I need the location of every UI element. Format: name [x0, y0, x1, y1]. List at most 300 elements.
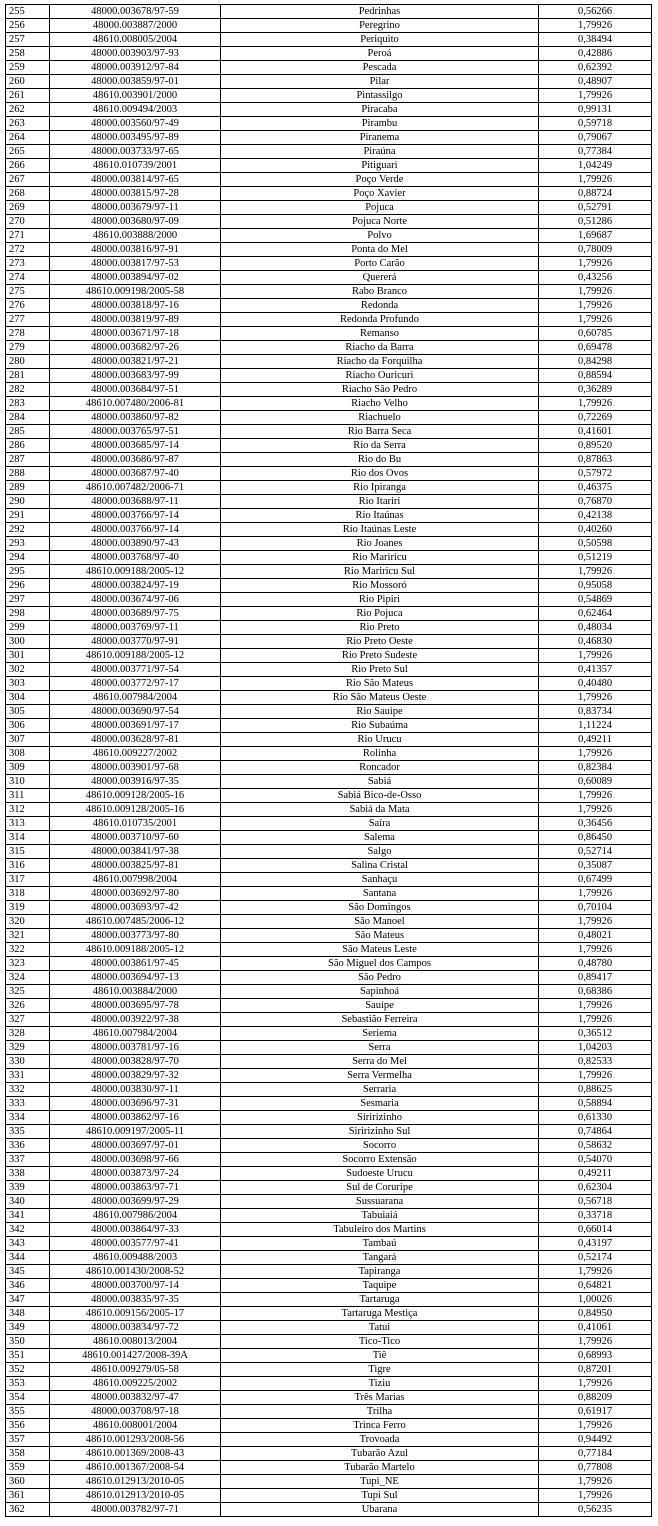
- process-number-cell: 48000.003860/97-82: [50, 411, 221, 425]
- row-number-cell: 259: [6, 61, 50, 75]
- row-number-cell: 296: [6, 579, 50, 593]
- field-name-cell: Serra do Mel: [221, 1055, 539, 1069]
- value-cell: 0,82384: [539, 761, 652, 775]
- field-name-cell: Trinca Ferro: [221, 1419, 539, 1433]
- table-row: [6, 1279, 652, 1293]
- process-number-cell: 48610.012913/2010-05: [50, 1475, 221, 1489]
- row-number-cell: 352: [6, 1363, 50, 1377]
- value-cell: 1,79926: [539, 173, 652, 187]
- value-cell: 1,79926: [539, 257, 652, 271]
- value-cell: 0,41357: [539, 663, 652, 677]
- table-row: [6, 397, 652, 411]
- process-number-cell: 48000.003862/97-16: [50, 1111, 221, 1125]
- field-name-cell: Tubarão Azul: [221, 1447, 539, 1461]
- value-cell: 1,79926: [539, 1377, 652, 1391]
- field-name-cell: Trovoada: [221, 1433, 539, 1447]
- value-cell: 1,79926: [539, 803, 652, 817]
- table-row: [6, 1083, 652, 1097]
- table-row: [6, 1125, 652, 1139]
- row-number-cell: 270: [6, 215, 50, 229]
- process-number-cell: 48000.003817/97-53: [50, 257, 221, 271]
- row-number-cell: 357: [6, 1433, 50, 1447]
- row-number-cell: 293: [6, 537, 50, 551]
- row-number-cell: 344: [6, 1251, 50, 1265]
- value-cell: 0,56235: [539, 1503, 652, 1517]
- field-name-cell: São Domingos: [221, 901, 539, 915]
- field-name-cell: Peroá: [221, 47, 539, 61]
- field-name-cell: Porto Carão: [221, 257, 539, 271]
- value-cell: 0,84298: [539, 355, 652, 369]
- field-name-cell: Rio Itaúnas Leste: [221, 523, 539, 537]
- field-name-cell: Tartaruga: [221, 1293, 539, 1307]
- field-name-cell: Socorro Extensão: [221, 1153, 539, 1167]
- field-name-cell: Três Marias: [221, 1391, 539, 1405]
- value-cell: 0,43256: [539, 271, 652, 285]
- value-cell: 1,79926: [539, 285, 652, 299]
- field-name-cell: Socorro: [221, 1139, 539, 1153]
- value-cell: 0,50598: [539, 537, 652, 551]
- row-number-cell: 256: [6, 19, 50, 33]
- field-name-cell: Salgo: [221, 845, 539, 859]
- process-number-cell: 48000.003825/97-81: [50, 859, 221, 873]
- table-row: [6, 173, 652, 187]
- value-cell: 1,69687: [539, 229, 652, 243]
- field-name-cell: Pescada: [221, 61, 539, 75]
- row-number-cell: 333: [6, 1097, 50, 1111]
- table-row: [6, 873, 652, 887]
- field-name-cell: Polvo: [221, 229, 539, 243]
- process-number-cell: 48610.010739/2001: [50, 159, 221, 173]
- process-number-cell: 48000.003698/97-66: [50, 1153, 221, 1167]
- value-cell: 0,62464: [539, 607, 652, 621]
- process-number-cell: 48000.003678/97-59: [50, 5, 221, 19]
- value-cell: 0,56266: [539, 5, 652, 19]
- row-number-cell: 319: [6, 901, 50, 915]
- value-cell: 0,43197: [539, 1237, 652, 1251]
- field-name-cell: Poço Verde: [221, 173, 539, 187]
- field-name-cell: Seriema: [221, 1027, 539, 1041]
- row-number-cell: 291: [6, 509, 50, 523]
- value-cell: 0,61330: [539, 1111, 652, 1125]
- value-cell: 1,04249: [539, 159, 652, 173]
- row-number-cell: 350: [6, 1335, 50, 1349]
- process-number-cell: 48000.003696/97-31: [50, 1097, 221, 1111]
- process-number-cell: 48610.009128/2005-16: [50, 789, 221, 803]
- field-name-cell: Rio Pipiri: [221, 593, 539, 607]
- value-cell: 0,88209: [539, 1391, 652, 1405]
- row-number-cell: 355: [6, 1405, 50, 1419]
- row-number-cell: 299: [6, 621, 50, 635]
- process-number-cell: 48000.003834/97-72: [50, 1321, 221, 1335]
- row-number-cell: 361: [6, 1489, 50, 1503]
- field-name-cell: Tabuleiro dos Martins: [221, 1223, 539, 1237]
- process-number-cell: 48610.003884/2000: [50, 985, 221, 999]
- value-cell: 1,79926: [539, 915, 652, 929]
- field-name-cell: Ponta do Mel: [221, 243, 539, 257]
- process-number-cell: 48610.007984/2004: [50, 691, 221, 705]
- table-row: [6, 775, 652, 789]
- row-number-cell: 304: [6, 691, 50, 705]
- table-row: [6, 1167, 652, 1181]
- row-number-cell: 289: [6, 481, 50, 495]
- table-row: [6, 1335, 652, 1349]
- table-row: [6, 425, 652, 439]
- process-number-cell: 48610.010735/2001: [50, 817, 221, 831]
- row-number-cell: 331: [6, 1069, 50, 1083]
- table-row: [6, 243, 652, 257]
- value-cell: 0,86450: [539, 831, 652, 845]
- table-row: [6, 1013, 652, 1027]
- field-name-cell: Tabuiaiá: [221, 1209, 539, 1223]
- table-row: [6, 33, 652, 47]
- value-cell: 0,61917: [539, 1405, 652, 1419]
- field-name-cell: Rio Preto Sudeste: [221, 649, 539, 663]
- row-number-cell: 343: [6, 1237, 50, 1251]
- table-row: [6, 607, 652, 621]
- field-name-cell: Tapiranga: [221, 1265, 539, 1279]
- table-row: [6, 1251, 652, 1265]
- field-name-cell: São Mateus Leste: [221, 943, 539, 957]
- process-number-cell: 48000.003814/97-65: [50, 173, 221, 187]
- process-number-cell: 48000.003815/97-28: [50, 187, 221, 201]
- row-number-cell: 327: [6, 1013, 50, 1027]
- value-cell: 0,58894: [539, 1097, 652, 1111]
- table-row: [6, 383, 652, 397]
- field-name-cell: Rio Pojuca: [221, 607, 539, 621]
- row-number-cell: 271: [6, 229, 50, 243]
- table-row: [6, 705, 652, 719]
- value-cell: 1,79926: [539, 999, 652, 1013]
- process-number-cell: 48610.009227/2002: [50, 747, 221, 761]
- process-number-cell: 48000.003691/97-17: [50, 719, 221, 733]
- row-number-cell: 338: [6, 1167, 50, 1181]
- field-name-cell: Tupi_NE: [221, 1475, 539, 1489]
- value-cell: 0,49211: [539, 733, 652, 747]
- process-number-cell: 48000.003773/97-80: [50, 929, 221, 943]
- value-cell: 0,56718: [539, 1195, 652, 1209]
- process-number-cell: 48000.003697/97-01: [50, 1139, 221, 1153]
- field-name-cell: Pintassilgo: [221, 89, 539, 103]
- process-number-cell: 48000.003674/97-06: [50, 593, 221, 607]
- row-number-cell: 345: [6, 1265, 50, 1279]
- process-number-cell: 48610.009225/2002: [50, 1377, 221, 1391]
- row-number-cell: 332: [6, 1083, 50, 1097]
- field-name-cell: Rio da Serra: [221, 439, 539, 453]
- field-name-cell: Tiziu: [221, 1377, 539, 1391]
- table-row: [6, 1391, 652, 1405]
- value-cell: 0,62392: [539, 61, 652, 75]
- field-name-cell: Piracaba: [221, 103, 539, 117]
- process-number-cell: 48000.003816/97-91: [50, 243, 221, 257]
- process-number-cell: 48610.007984/2004: [50, 1027, 221, 1041]
- field-name-cell: Siririzinho: [221, 1111, 539, 1125]
- value-cell: 0,88625: [539, 1083, 652, 1097]
- table-row: [6, 733, 652, 747]
- row-number-cell: 287: [6, 453, 50, 467]
- row-number-cell: 337: [6, 1153, 50, 1167]
- table-row: [6, 103, 652, 117]
- table-row: [6, 747, 652, 761]
- value-cell: 1,79926: [539, 1013, 652, 1027]
- value-cell: 0,35087: [539, 859, 652, 873]
- field-name-cell: São Pedro: [221, 971, 539, 985]
- fields-table: [5, 4, 652, 1517]
- field-name-cell: Pedrinhas: [221, 5, 539, 19]
- process-number-cell: 48000.003829/97-32: [50, 1069, 221, 1083]
- value-cell: 0,42138: [539, 509, 652, 523]
- field-name-cell: São Mateus: [221, 929, 539, 943]
- row-number-cell: 329: [6, 1041, 50, 1055]
- process-number-cell: 48000.003781/97-16: [50, 1041, 221, 1055]
- process-number-cell: 48000.003901/97-68: [50, 761, 221, 775]
- field-name-cell: Tigre: [221, 1363, 539, 1377]
- table-row: [6, 1461, 652, 1475]
- process-number-cell: 48610.001430/2008-52: [50, 1265, 221, 1279]
- field-name-cell: Tambaú: [221, 1237, 539, 1251]
- value-cell: 1,79926: [539, 943, 652, 957]
- field-name-cell: Peregrino: [221, 19, 539, 33]
- row-number-cell: 300: [6, 635, 50, 649]
- table-row: [6, 201, 652, 215]
- row-number-cell: 312: [6, 803, 50, 817]
- process-number-cell: 48000.003769/97-11: [50, 621, 221, 635]
- value-cell: 0,48780: [539, 957, 652, 971]
- row-number-cell: 346: [6, 1279, 50, 1293]
- field-name-cell: Serraria: [221, 1083, 539, 1097]
- field-name-cell: Rio Barra Seca: [221, 425, 539, 439]
- value-cell: 0,94492: [539, 1433, 652, 1447]
- value-cell: 0,60089: [539, 775, 652, 789]
- field-name-cell: Rio Mariricu: [221, 551, 539, 565]
- row-number-cell: 334: [6, 1111, 50, 1125]
- value-cell: 0,51286: [539, 215, 652, 229]
- value-cell: 0,49211: [539, 1167, 652, 1181]
- field-name-cell: Periquito: [221, 33, 539, 47]
- row-number-cell: 306: [6, 719, 50, 733]
- field-name-cell: Rio Sauipe: [221, 705, 539, 719]
- table-row: [6, 61, 652, 75]
- table-row: [6, 957, 652, 971]
- field-name-cell: Rio Joanes: [221, 537, 539, 551]
- table-row: [6, 831, 652, 845]
- table-row: [6, 19, 652, 33]
- field-name-cell: Rio Subaúma: [221, 719, 539, 733]
- value-cell: 0,68993: [539, 1349, 652, 1363]
- table-row: [6, 1139, 652, 1153]
- process-number-cell: 48000.003700/97-14: [50, 1279, 221, 1293]
- process-number-cell: 48000.003733/97-65: [50, 145, 221, 159]
- table-row: [6, 1041, 652, 1055]
- row-number-cell: 359: [6, 1461, 50, 1475]
- table-row: [6, 215, 652, 229]
- row-number-cell: 284: [6, 411, 50, 425]
- value-cell: 0,46375: [539, 481, 652, 495]
- field-name-cell: Siririzinho Sul: [221, 1125, 539, 1139]
- value-cell: 0,87863: [539, 453, 652, 467]
- process-number-cell: 48610.012913/2010-05: [50, 1489, 221, 1503]
- value-cell: 0,36512: [539, 1027, 652, 1041]
- table-row: [6, 1349, 652, 1363]
- table-row: [6, 47, 652, 61]
- process-number-cell: 48000.003864/97-33: [50, 1223, 221, 1237]
- table-row: [6, 803, 652, 817]
- table-row: [6, 551, 652, 565]
- field-name-cell: Tico-Tico: [221, 1335, 539, 1349]
- process-number-cell: 48000.003824/97-19: [50, 579, 221, 593]
- process-number-cell: 48000.003766/97-14: [50, 523, 221, 537]
- row-number-cell: 356: [6, 1419, 50, 1433]
- process-number-cell: 48610.007986/2004: [50, 1209, 221, 1223]
- process-number-cell: 48000.003684/97-51: [50, 383, 221, 397]
- field-name-cell: Serra: [221, 1041, 539, 1055]
- process-number-cell: 48000.003832/97-47: [50, 1391, 221, 1405]
- field-name-cell: Roncador: [221, 761, 539, 775]
- field-name-cell: Tartaruga Mestiça: [221, 1307, 539, 1321]
- process-number-cell: 48000.003768/97-40: [50, 551, 221, 565]
- row-number-cell: 322: [6, 943, 50, 957]
- table-row: [6, 677, 652, 691]
- process-number-cell: 48000.003916/97-35: [50, 775, 221, 789]
- table-row: [6, 1027, 652, 1041]
- table-row: [6, 131, 652, 145]
- row-number-cell: 351: [6, 1349, 50, 1363]
- process-number-cell: 48000.003821/97-21: [50, 355, 221, 369]
- field-name-cell: Pilar: [221, 75, 539, 89]
- value-cell: 0,72269: [539, 411, 652, 425]
- row-number-cell: 320: [6, 915, 50, 929]
- table-row: [6, 593, 652, 607]
- table-row: [6, 327, 652, 341]
- value-cell: 0,54070: [539, 1153, 652, 1167]
- value-cell: 1,79926: [539, 649, 652, 663]
- row-number-cell: 340: [6, 1195, 50, 1209]
- row-number-cell: 286: [6, 439, 50, 453]
- table-row: [6, 89, 652, 103]
- field-name-cell: Riacho Velho: [221, 397, 539, 411]
- value-cell: 0,83734: [539, 705, 652, 719]
- process-number-cell: 48610.009198/2005-58: [50, 285, 221, 299]
- field-name-cell: Rio São Mateus Oeste: [221, 691, 539, 705]
- value-cell: 0,52714: [539, 845, 652, 859]
- value-cell: 0,57972: [539, 467, 652, 481]
- table-row: [6, 817, 652, 831]
- value-cell: 0,78009: [539, 243, 652, 257]
- table-row: [6, 411, 652, 425]
- process-number-cell: 48000.003830/97-11: [50, 1083, 221, 1097]
- table-row: [6, 509, 652, 523]
- process-number-cell: 48610.001369/2008-43: [50, 1447, 221, 1461]
- table-row: [6, 145, 652, 159]
- row-number-cell: 328: [6, 1027, 50, 1041]
- table-row: [6, 887, 652, 901]
- row-number-cell: 311: [6, 789, 50, 803]
- field-name-cell: Sapinhoá: [221, 985, 539, 999]
- field-name-cell: São Miguel dos Campos: [221, 957, 539, 971]
- table-row: [6, 369, 652, 383]
- table-row: [6, 901, 652, 915]
- row-number-cell: 348: [6, 1307, 50, 1321]
- row-number-cell: 360: [6, 1475, 50, 1489]
- value-cell: 0,77384: [539, 145, 652, 159]
- table-row: [6, 845, 652, 859]
- process-number-cell: 48000.003861/97-45: [50, 957, 221, 971]
- value-cell: 0,82533: [539, 1055, 652, 1069]
- table-row: [6, 1363, 652, 1377]
- row-number-cell: 330: [6, 1055, 50, 1069]
- value-cell: 0,89417: [539, 971, 652, 985]
- field-name-cell: Ubarana: [221, 1503, 539, 1517]
- process-number-cell: 48610.001293/2008-56: [50, 1433, 221, 1447]
- field-name-cell: Rio Mossoró: [221, 579, 539, 593]
- table-row: [6, 761, 652, 775]
- value-cell: 0,42886: [539, 47, 652, 61]
- row-number-cell: 313: [6, 817, 50, 831]
- table-row: [6, 621, 652, 635]
- field-name-cell: Sul de Coruripe: [221, 1181, 539, 1195]
- table-row: [6, 971, 652, 985]
- table-row: [6, 75, 652, 89]
- field-name-cell: Trilha: [221, 1405, 539, 1419]
- value-cell: 1,79926: [539, 313, 652, 327]
- table-row: [6, 789, 652, 803]
- row-number-cell: 339: [6, 1181, 50, 1195]
- value-cell: 0,69478: [539, 341, 652, 355]
- process-number-cell: 48000.003890/97-43: [50, 537, 221, 551]
- field-name-cell: Tubarão Martelo: [221, 1461, 539, 1475]
- table-row: [6, 481, 652, 495]
- value-cell: 0,52791: [539, 201, 652, 215]
- table-row: [6, 5, 652, 19]
- process-number-cell: 48000.003772/97-17: [50, 677, 221, 691]
- row-number-cell: 301: [6, 649, 50, 663]
- value-cell: 0,77808: [539, 1461, 652, 1475]
- value-cell: 0,41601: [539, 425, 652, 439]
- process-number-cell: 48000.003679/97-11: [50, 201, 221, 215]
- value-cell: 0,74864: [539, 1125, 652, 1139]
- process-number-cell: 48000.003835/97-35: [50, 1293, 221, 1307]
- value-cell: 0,60785: [539, 327, 652, 341]
- process-number-cell: 48610.009488/2003: [50, 1251, 221, 1265]
- process-number-cell: 48000.003495/97-89: [50, 131, 221, 145]
- row-number-cell: 315: [6, 845, 50, 859]
- value-cell: 1,79926: [539, 19, 652, 33]
- process-number-cell: 48000.003694/97-13: [50, 971, 221, 985]
- field-name-cell: Riacho São Pedro: [221, 383, 539, 397]
- field-name-cell: Riachuelo: [221, 411, 539, 425]
- process-number-cell: 48000.003692/97-80: [50, 887, 221, 901]
- value-cell: 0,99131: [539, 103, 652, 117]
- table-row: [6, 313, 652, 327]
- table-row: [6, 229, 652, 243]
- process-number-cell: 48000.003695/97-78: [50, 999, 221, 1013]
- table-row: [6, 1195, 652, 1209]
- value-cell: 0,77184: [539, 1447, 652, 1461]
- process-number-cell: 48000.003683/97-99: [50, 369, 221, 383]
- process-number-cell: 48000.003686/97-87: [50, 453, 221, 467]
- field-name-cell: Pojuca Norte: [221, 215, 539, 229]
- table-row: [6, 439, 652, 453]
- process-number-cell: 48000.003922/97-38: [50, 1013, 221, 1027]
- field-name-cell: Tatui: [221, 1321, 539, 1335]
- row-number-cell: 267: [6, 173, 50, 187]
- field-name-cell: Rio Preto: [221, 621, 539, 635]
- row-number-cell: 260: [6, 75, 50, 89]
- process-number-cell: 48000.003690/97-54: [50, 705, 221, 719]
- row-number-cell: 264: [6, 131, 50, 145]
- table-row: [6, 1503, 652, 1517]
- table-row: [6, 1321, 652, 1335]
- field-name-cell: Rio Ipiranga: [221, 481, 539, 495]
